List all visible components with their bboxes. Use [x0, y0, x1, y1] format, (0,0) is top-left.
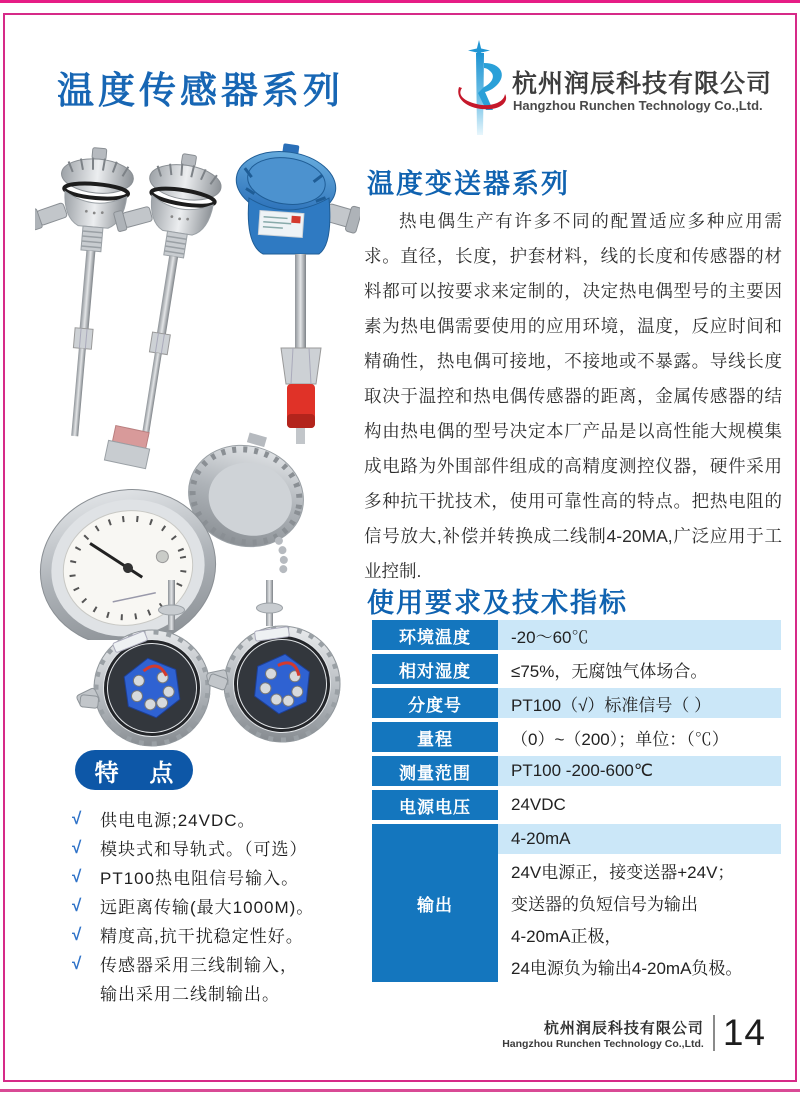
- footer: [502, 1012, 766, 1054]
- product-photo-silver-thermocouples: [35, 146, 235, 438]
- spec-value: PT100 -200-600℃: [498, 756, 781, 786]
- spec-row: [372, 824, 781, 982]
- feature-text: 模块式和导轨式。（可选）: [100, 840, 308, 859]
- feature-text: 远距离传输(最大1000M)。: [100, 898, 315, 917]
- section-heading-specs: 使用要求及技术指标: [367, 588, 628, 618]
- feature-item: [72, 804, 362, 833]
- spec-table: [372, 620, 781, 986]
- feature-text-continued: 输出采用二线制输出。: [100, 985, 280, 1004]
- footer-company-en: Hangzhou Runchen Technology Co.,Ltd.: [502, 1037, 704, 1050]
- company-name-en: Hangzhou Runchen Technology Co.,Ltd.: [513, 98, 763, 113]
- check-icon: √: [72, 953, 83, 973]
- spec-extra-line: 变送器的负短信号为输出: [498, 886, 781, 918]
- spec-value: -20～60℃: [498, 620, 781, 650]
- spec-value: ≤75%，无腐蚀气体场合。: [498, 654, 781, 684]
- page-number: 14: [722, 1012, 766, 1053]
- product-photo-explosion-proof-thermocouple: [225, 142, 360, 444]
- feature-text: 传感器采用三线制输入，: [100, 956, 298, 975]
- spec-value: 4-20mA: [498, 824, 781, 854]
- features-badge: 特 点: [75, 750, 193, 790]
- feature-item: [72, 833, 362, 862]
- spec-label: 分度号: [372, 688, 498, 718]
- spec-label: 相对湿度: [372, 654, 498, 684]
- spec-row: [372, 722, 781, 752]
- spec-row: [372, 756, 781, 786]
- spec-label: 电源电压: [372, 790, 498, 820]
- company-name-cn: 杭州润辰科技有限公司: [512, 70, 773, 98]
- section-heading-transmitter: 温度变送器系列: [367, 169, 570, 199]
- spec-value: （0）~（200）；单位：（℃）: [498, 722, 781, 752]
- spec-row: [372, 620, 781, 650]
- frame-outer-top: [0, 0, 800, 3]
- spec-label: 环境温度: [372, 620, 498, 650]
- check-icon: √: [72, 895, 83, 915]
- spec-value: 24VDC: [498, 790, 781, 820]
- spec-label: 量程: [372, 722, 498, 752]
- company-logo: [450, 40, 780, 140]
- spec-extra-line: 24电源负为输出4-20mA负极。: [498, 950, 781, 982]
- page-title: 温度传感器系列: [57, 70, 344, 111]
- spec-row: [372, 790, 781, 820]
- check-icon: √: [72, 837, 83, 857]
- spec-label: 输出: [372, 824, 498, 982]
- intro-paragraph: 热电偶生产有许多不同的配置适应多种应用需求。直径，长度，护套材料，线的长度和传感器的材料都可以按要求来定制的，决定热电偶型号的主要因素为热电偶需要使用的应用环境，温度，反应时间和精确性，热电偶可接地，不接地或不暴露。导线长度取决于温控和热电偶传感器的距离，金属传感器的结构由热电偶的型号决定本厂产品是以高性能大规模集成电路为外围部件组成的高精度测控仪器，硬件采用多种抗干扰技术，使用可靠性高的特点。把热电阻的信号放大,补偿并转换成二线制4-20MA,广泛应用于工业控制.: [364, 211, 782, 581]
- spec-extra-line: 4-20mA正极，: [498, 918, 781, 950]
- feature-item: [72, 862, 362, 891]
- feature-text: PT100热电阻信号输入。: [100, 869, 300, 888]
- feature-item: [72, 949, 362, 978]
- footer-company-cn: 杭州润辰科技有限公司: [543, 1019, 704, 1037]
- logo-r-icon: [450, 40, 512, 138]
- check-icon: √: [72, 866, 83, 886]
- spec-row: [372, 688, 781, 718]
- check-icon: √: [72, 924, 83, 944]
- feature-item: [72, 891, 362, 920]
- spec-value: PT100（√）标准信号（ ）: [498, 688, 781, 718]
- feature-item: [72, 920, 362, 949]
- product-photo-terminal-heads: [52, 580, 364, 752]
- spec-row: [372, 654, 781, 684]
- spec-label: 测量范围: [372, 756, 498, 786]
- check-icon: √: [72, 808, 83, 828]
- spec-extra-line: 24V电源正，接变送器+24V；: [498, 854, 781, 886]
- feature-text: 供电电源;24VDC。: [100, 811, 256, 830]
- frame-outer-bottom: [0, 1089, 800, 1092]
- feature-list: [72, 804, 362, 1007]
- feature-text: 精度高,抗干扰稳定性好。: [100, 927, 304, 946]
